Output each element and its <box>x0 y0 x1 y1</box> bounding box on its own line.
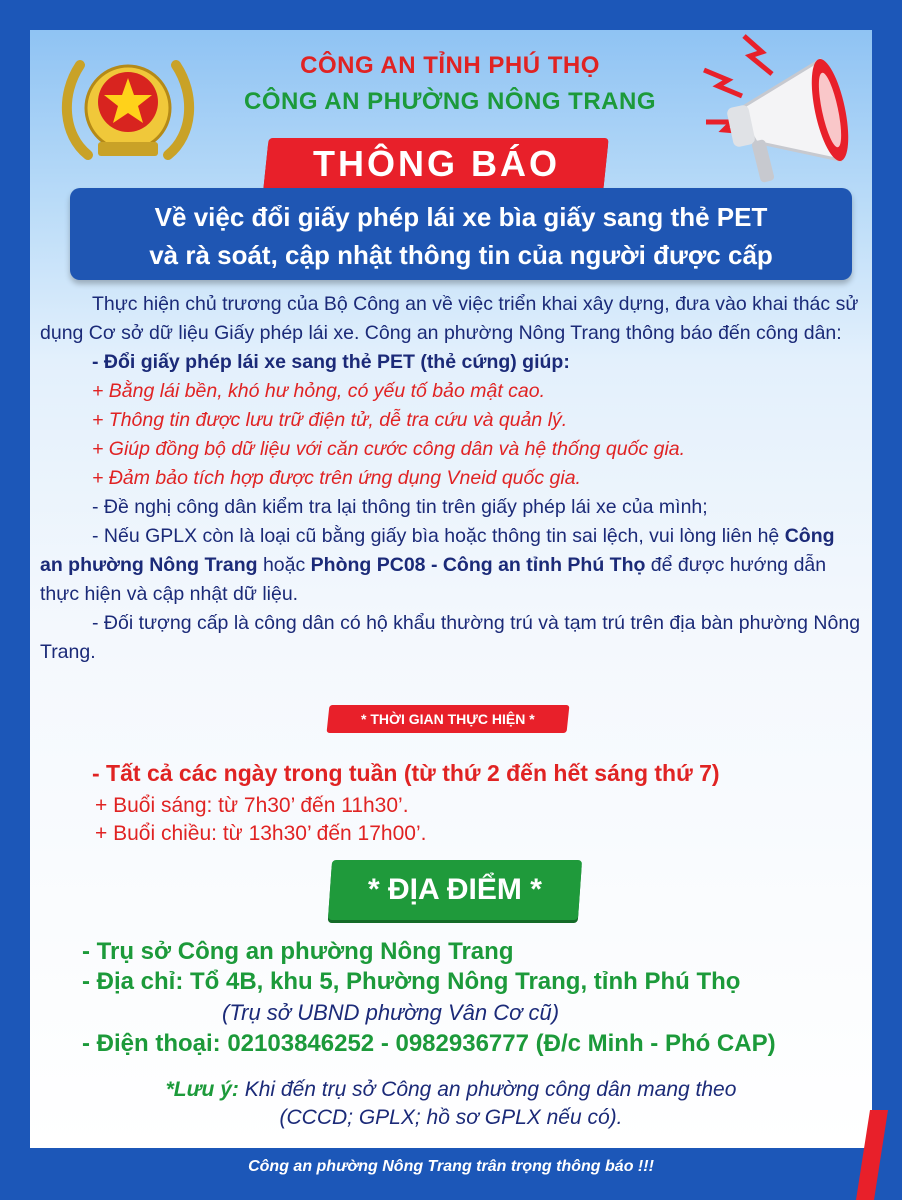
note-label: *Lưu ý: <box>165 1078 239 1101</box>
location-phone: - Điện thoại: 02103846252 - 0982936777 (Đ/c Minh - Phó CAP) <box>82 1030 776 1057</box>
contact-text: hoặc <box>257 554 311 576</box>
contact-text: để được hướng dẫn thực hiện và cập nhật dữ liệu. <box>40 554 827 605</box>
intro-paragraph: Thực hiện chủ trương của Bộ Công an về việc triển khai xây dựng, đưa vào khai thác sử dụng Cơ sở dữ liệu Giấy phép lái xe. Công an phường Nông Trang thông báo đến công dân: <box>40 293 859 344</box>
org-line-province: CÔNG AN TỈNH PHÚ THỌ <box>300 52 600 79</box>
benefits-heading: - Đổi giấy phép lái xe sang thẻ PET (thẻ cứng) giúp: <box>92 351 570 373</box>
benefit-item: + Thông tin được lưu trữ điện tử, dễ tra cứu và quản lý. <box>92 409 568 431</box>
note-text-line-1: Khi đến trụ sở Công an phường công dân mang theo <box>238 1078 737 1101</box>
schedule-badge <box>327 705 570 733</box>
contact-org-ward: Công an phường Nông Trang <box>40 525 835 576</box>
contact-text: - Nếu GPLX còn là loại cũ bằng giấy bìa hoặc thông tin sai lệch, vui lòng liên hệ <box>92 525 785 547</box>
org-line-ward: CÔNG AN PHƯỜNG NÔNG TRANG <box>244 88 656 115</box>
eligibility-paragraph: - Đối tượng cấp là công dân có hộ khẩu thường trú và tạm trú trên địa bàn phường Nông Trang. <box>40 612 861 663</box>
location-office: - Trụ sở Công an phường Nông Trang <box>82 938 514 965</box>
location-badge-label: * ĐỊA ĐIỂM * <box>368 873 542 906</box>
notice-title: THÔNG BÁO <box>312 143 560 184</box>
contact-org-pc08: Phòng PC08 - Công an tỉnh Phú Thọ <box>310 554 646 576</box>
megaphone-icon <box>690 30 860 200</box>
benefit-item: + Giúp đồng bộ dữ liệu với căn cước công dân và hệ thống quốc gia. <box>92 438 686 460</box>
schedule-days: - Tất cả các ngày trong tuần (từ thứ 2 đến hết sáng thứ 7) <box>92 760 720 786</box>
location-address: - Địa chỉ: Tổ 4B, khu 5, Phường Nông Trang, tỉnh Phú Thọ <box>82 968 741 995</box>
subtitle-banner <box>70 188 852 280</box>
request-line: - Đề nghị công dân kiểm tra lại thông tin trên giấy phép lái xe của mình; <box>92 496 708 518</box>
subtitle-line-1: Về việc đổi giấy phép lái xe bìa giấy sang thẻ PET <box>154 202 768 232</box>
schedule-afternoon: + Buổi chiều: từ 13h30’ đến 17h00’. <box>95 822 427 845</box>
benefit-item: + Đảm bảo tích hợp được trên ứng dụng Vneid quốc gia. <box>92 467 581 489</box>
location-badge <box>328 860 582 920</box>
notice-body <box>40 290 862 667</box>
note-text-line-2: (CCCD; GPLX; hồ sơ GPLX nếu có). <box>279 1106 623 1129</box>
schedule-badge-label: * THỜI GIAN THỰC HIỆN * <box>361 711 535 727</box>
subtitle-line-2: và rà soát, cập nhật thông tin của người được cấp <box>149 240 773 270</box>
schedule-morning: + Buổi sáng: từ 7h30’ đến 11h30’. <box>95 794 409 817</box>
footer-text: Công an phường Nông Trang trân trọng thông báo !!! <box>248 1158 654 1175</box>
benefit-item: + Bằng lái bền, khó hư hỏng, có yếu tố bảo mật cao. <box>92 380 546 402</box>
location-address-note: (Trụ sở UBND phường Vân Cơ cũ) <box>222 1000 560 1025</box>
note-block <box>40 1076 862 1132</box>
contact-paragraph <box>40 522 862 609</box>
police-emblem-icon <box>58 50 198 170</box>
title-banner <box>263 138 608 190</box>
